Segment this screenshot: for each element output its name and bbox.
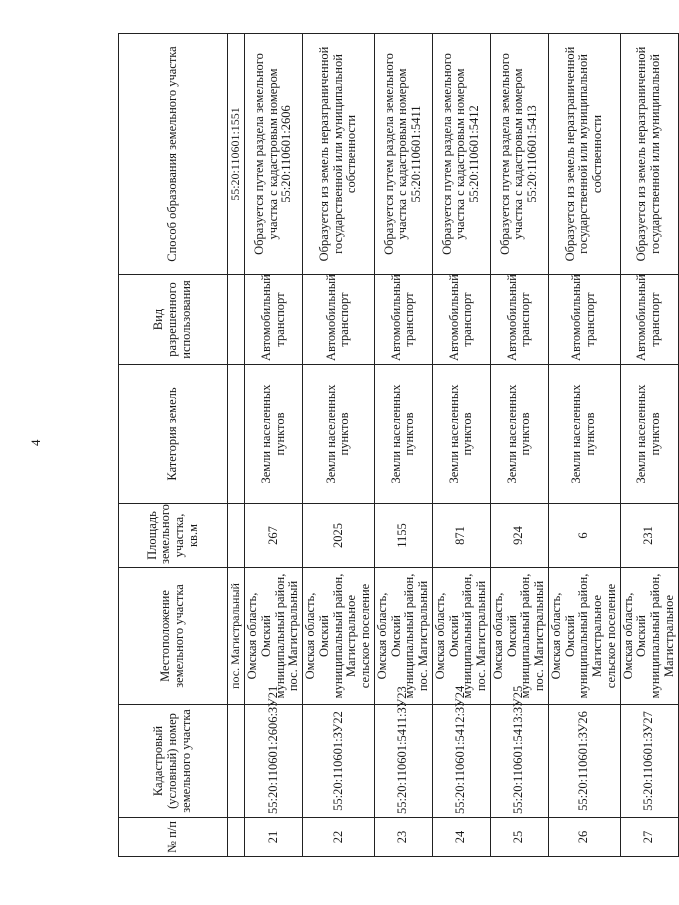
row-num: 24 xyxy=(432,818,490,857)
row-method: Образуется из земель неразграниченной государственной или муниципальной собственности xyxy=(303,34,375,275)
row-location: Омская область, Омский муниципальный район, Магистральное сельское поселение xyxy=(548,568,620,705)
row-area: 924 xyxy=(490,504,548,568)
row-location: Омская область, Омский муниципальный район, пос. Магистральный xyxy=(374,568,432,705)
table-row xyxy=(245,34,303,857)
row-method: Образуется путем раздела земельного участка с кадастровым номером 55:20:110601:5411 xyxy=(374,34,432,275)
row-use: Автомобильный транспорт xyxy=(432,275,490,365)
table-row xyxy=(303,34,375,857)
header-use: Вид разрешенного использования xyxy=(119,275,228,365)
rotated-table-wrapper xyxy=(118,34,676,857)
table-header-row xyxy=(119,34,228,857)
header-cadastral: Кадастровый (условный) номер земельного участка xyxy=(119,705,228,818)
row-category: Земли населенных пунктов xyxy=(620,365,678,504)
row-cadastral: 55:20:110601:2606:ЗУ21 xyxy=(245,705,303,818)
row-category: Земли населенных пунктов xyxy=(245,365,303,504)
row-use: Автомобильный транспорт xyxy=(303,275,375,365)
row-use: Автомобильный транспорт xyxy=(548,275,620,365)
row-cadastral: 55:20:110601:ЗУ26 xyxy=(548,705,620,818)
page-number: 4 xyxy=(28,439,43,446)
row-cadastral: 55:20:110601:ЗУ27 xyxy=(620,705,678,818)
row-category: Земли населенных пунктов xyxy=(303,365,375,504)
row-cadastral: 55:20:110601:5411:ЗУ23 xyxy=(374,705,432,818)
table-cell xyxy=(228,705,245,818)
row-area: 6 xyxy=(548,504,620,568)
row-location: Омская область, Омский муниципальный район, пос. Магистральный xyxy=(245,568,303,705)
row-num: 23 xyxy=(374,818,432,857)
row-category: Земли населенных пунктов xyxy=(374,365,432,504)
row-num: 22 xyxy=(303,818,375,857)
land-plots-table xyxy=(118,33,679,857)
table-row xyxy=(374,34,432,857)
row-category: Земли населенных пунктов xyxy=(548,365,620,504)
row-use: Автомобильный транспорт xyxy=(245,275,303,365)
header-num: № п/п xyxy=(119,818,228,857)
row-method: Образуется путем раздела земельного участка с кадастровым номером 55:20:110601:5413 xyxy=(490,34,548,275)
row-cadastral: 55:20:110601:5413:ЗУ25 xyxy=(490,705,548,818)
header-area: Площадь земельного участка, кв.м xyxy=(119,504,228,568)
table-cell xyxy=(228,275,245,365)
row-num: 25 xyxy=(490,818,548,857)
header-method: Способ образования земельного участка xyxy=(119,34,228,275)
row-category: Земли населенных пунктов xyxy=(432,365,490,504)
row-method: Образуется путем раздела земельного участка с кадастровым номером 55:20:110601:2606 xyxy=(245,34,303,275)
table-row xyxy=(432,34,490,857)
row-area: 1155 xyxy=(374,504,432,568)
row-location: Омская область, Омский муниципальный район, Магистральное xyxy=(620,568,678,705)
row-use: Автомобильный транспорт xyxy=(620,275,678,365)
continuation-location: пос. Магистральный xyxy=(228,568,245,705)
header-category: Категория земель xyxy=(119,365,228,504)
table-row xyxy=(490,34,548,857)
row-category: Земли населенных пунктов xyxy=(490,365,548,504)
row-area: 231 xyxy=(620,504,678,568)
row-use: Автомобильный транспорт xyxy=(374,275,432,365)
row-num: 21 xyxy=(245,818,303,857)
row-num: 27 xyxy=(620,818,678,857)
table-row xyxy=(620,34,678,857)
row-area: 267 xyxy=(245,504,303,568)
row-method: Образуется из земель неразграниченной государственной или муниципальной собственности xyxy=(548,34,620,275)
row-location: Омская область, Омский муниципальный район, пос. Магистральный xyxy=(432,568,490,705)
row-num: 26 xyxy=(548,818,620,857)
row-cadastral: 55:20:110601:ЗУ22 xyxy=(303,705,375,818)
table-cell xyxy=(228,504,245,568)
continuation-method: 55:20:110601:1551 xyxy=(228,34,245,275)
row-cadastral: 55:20:110601:5412:ЗУ24 xyxy=(432,705,490,818)
continuation-row xyxy=(228,34,245,857)
row-location: Омская область, Омский муниципальный район, пос. Магистральный xyxy=(490,568,548,705)
row-area: 871 xyxy=(432,504,490,568)
row-location: Омская область, Омский муниципальный район, Магистральное сельское поселение xyxy=(303,568,375,705)
table-cell xyxy=(228,365,245,504)
row-method: Образуется из земель неразграниченной государственной или муниципальной xyxy=(620,34,678,275)
row-method: Образуется путем раздела земельного участка с кадастровым номером 55:20:110601:5412 xyxy=(432,34,490,275)
header-location: Местоположение земельного участка xyxy=(119,568,228,705)
row-use: Автомобильный транспорт xyxy=(490,275,548,365)
table-cell xyxy=(228,818,245,857)
row-area: 2025 xyxy=(303,504,375,568)
table-row xyxy=(548,34,620,857)
